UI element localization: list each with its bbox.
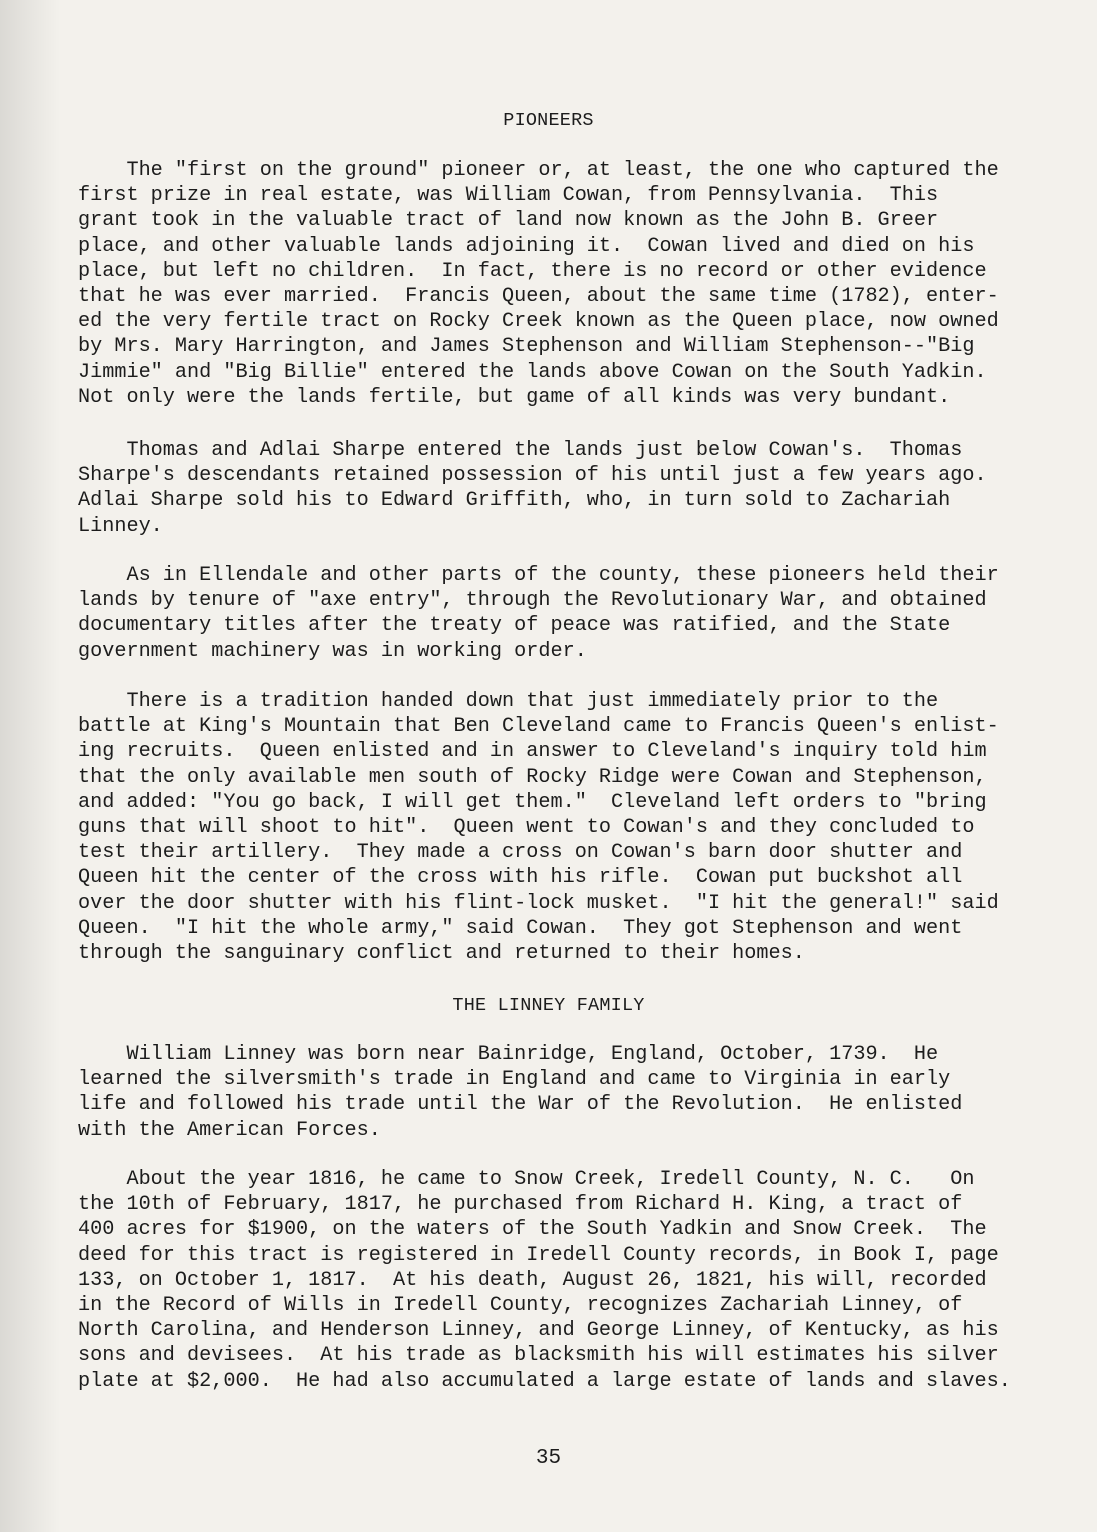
text-line: As in Ellendale and other parts of the county, these pioneers held their xyxy=(78,564,999,587)
text-line: Sharpe's descendants retained possession of his until just a few years ago. xyxy=(78,464,987,488)
text-line: Not only were the lands fertile, but game of all kinds was very bundant. xyxy=(78,385,951,409)
text-line: grant took in the valuable tract of land now known as the John B. Greer xyxy=(78,209,939,233)
text-line: first prize in real estate, was William Cowan, from Pennsylvania. This xyxy=(78,184,939,208)
text-line: 400 acres for $1900, on the waters of the South Yadkin and Snow Creek. The xyxy=(78,1218,987,1242)
section-heading-linney-family: THE LINNEY FAMILY xyxy=(452,995,645,1016)
text-line: through the sanguinary conflict and returned to their homes. xyxy=(78,942,805,966)
text-line: About the year 1816, he came to Snow Creek, Iredell County, N. C. On xyxy=(78,1168,975,1191)
text-line: lands by tenure of "axe entry", through the Revolutionary War, and obtained xyxy=(78,589,987,613)
text-line: The "first on the ground" pioneer or, at least, the one who captured the xyxy=(78,159,999,182)
text-line: Queen hit the center of the cross with his rifle. Cowan put buckshot all xyxy=(78,866,963,890)
paragraph-2 xyxy=(78,438,1040,539)
text-line: guns that will shoot to hit". Queen went to Cowan's and they concluded to xyxy=(78,816,975,840)
text-line: the 10th of February, 1817, he purchased from Richard H. King, a tract of xyxy=(78,1193,963,1217)
text-line: that the only available men south of Rocky Ridge were Cowan and Stephenson, xyxy=(78,765,987,789)
page-number: 35 xyxy=(535,1447,562,1470)
text-line: and added: "You go back, I will get them." Cleveland left orders to "bring xyxy=(78,790,987,814)
text-line: sons and devisees. At his trade as blacksmith his will estimates his silver xyxy=(78,1344,999,1368)
text-line: ing recruits. Queen enlisted and in answer to Cleveland's inquiry told him xyxy=(78,740,987,764)
text-line: Jimmie" and "Big Billie" entered the lands above Cowan on the South Yadkin. xyxy=(78,360,987,384)
text-line: over the door shutter with his flint-lock musket. "I hit the general!" said xyxy=(78,891,999,915)
text-line: by Mrs. Mary Harrington, and James Stephenson and William Stephenson--"Big xyxy=(78,335,975,359)
scan-shadow-edge xyxy=(0,0,60,1532)
text-line: in the Record of Wills in Iredell County, recognizes Zachariah Linney, of xyxy=(78,1294,963,1318)
text-line: Thomas and Adlai Sharpe entered the lands just below Cowan's. Thomas xyxy=(78,439,963,462)
text-line: deed for this tract is registered in Iredell County records, in Book I, page xyxy=(78,1243,999,1267)
text-line: test their artillery. They made a cross on Cowan's barn door shutter and xyxy=(78,841,963,865)
text-line: with the American Forces. xyxy=(78,1118,381,1142)
paragraph-4 xyxy=(78,689,1040,966)
text-line: plate at $2,000. He had also accumulated a large estate of lands and slaves. xyxy=(78,1369,1011,1393)
text-line: North Carolina, and Henderson Linney, and George Linney, of Kentucky, as his xyxy=(78,1319,999,1343)
text-line: 133, on October 1, 1817. At his death, August 26, 1821, his will, recorded xyxy=(78,1268,987,1292)
text-line: place, and other valuable lands adjoining it. Cowan lived and died on his xyxy=(78,234,975,258)
text-line: life and followed his trade until the War of the Revolution. He enlisted xyxy=(78,1093,963,1117)
text-line: learned the silversmith's trade in England and came to Virginia in early xyxy=(78,1068,951,1092)
text-line: place, but left no children. In fact, there is no record or other evidence xyxy=(78,259,987,283)
text-line: Adlai Sharpe sold his to Edward Griffith, who, in turn sold to Zachariah xyxy=(78,489,951,513)
text-line: battle at King's Mountain that Ben Cleveland came to Francis Queen's enlist- xyxy=(78,715,999,739)
text-line: government machinery was in working order. xyxy=(78,639,587,663)
text-line: Queen. "I hit the whole army," said Cowan. They got Stephenson and went xyxy=(78,916,963,940)
paragraph-3 xyxy=(78,563,1040,664)
text-line: There is a tradition handed down that just immediately prior to the xyxy=(78,690,939,713)
section-heading-pioneers: PIONEERS xyxy=(503,110,594,131)
text-line: Linney. xyxy=(78,514,163,538)
text-line: documentary titles after the treaty of peace was ratified, and the State xyxy=(78,614,951,638)
text-line: ed the very fertile tract on Rocky Creek known as the Queen place, now owned xyxy=(78,310,999,334)
paragraph-1 xyxy=(78,158,1040,410)
text-line: that he was ever married. Francis Queen, about the same time (1782), enter- xyxy=(78,285,999,309)
paragraph-6 xyxy=(78,1167,1040,1394)
paragraph-5 xyxy=(78,1042,1040,1143)
text-line: William Linney was born near Bainridge, England, October, 1739. He xyxy=(78,1043,939,1066)
